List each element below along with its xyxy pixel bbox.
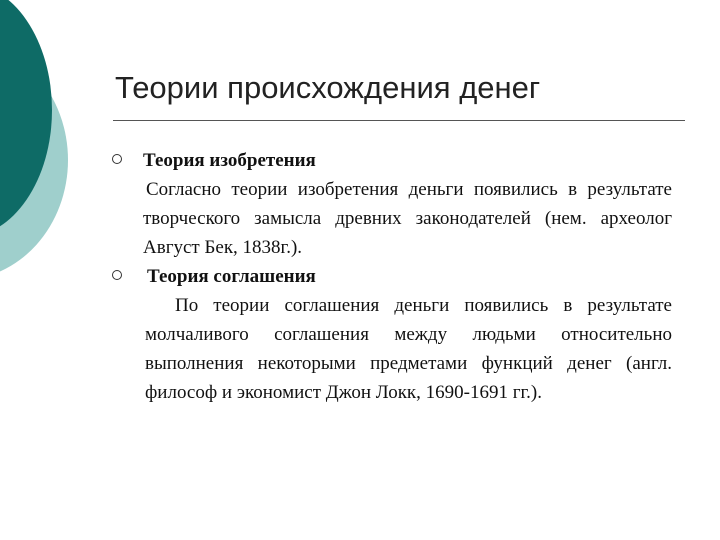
item-heading: Теория соглашения [147,266,316,287]
hollow-circle-bullet-icon [112,270,122,280]
decorative-circles [0,0,110,300]
item-text: По теории соглашения деньги появились в результате молчаливого соглашения между людьми относительно выполнения некоторыми предметами функций денег (англ. философ и экономист Джон Локк, 1690-1691 гг.). [145,295,672,403]
list-item-agreement [112,262,672,407]
title-divider [113,120,685,121]
slide-title: Теории происхождения денег [115,70,541,105]
item-text: Согласно теории изобретения деньги появились в результате творческого замысла древних законодателей (нем. археолог Август Бек, 1838г.). [143,179,672,258]
list-item-invention [112,146,672,262]
item-heading: Теория изобретения [143,150,316,171]
hollow-circle-bullet-icon [112,154,122,164]
slide-content [112,146,672,407]
